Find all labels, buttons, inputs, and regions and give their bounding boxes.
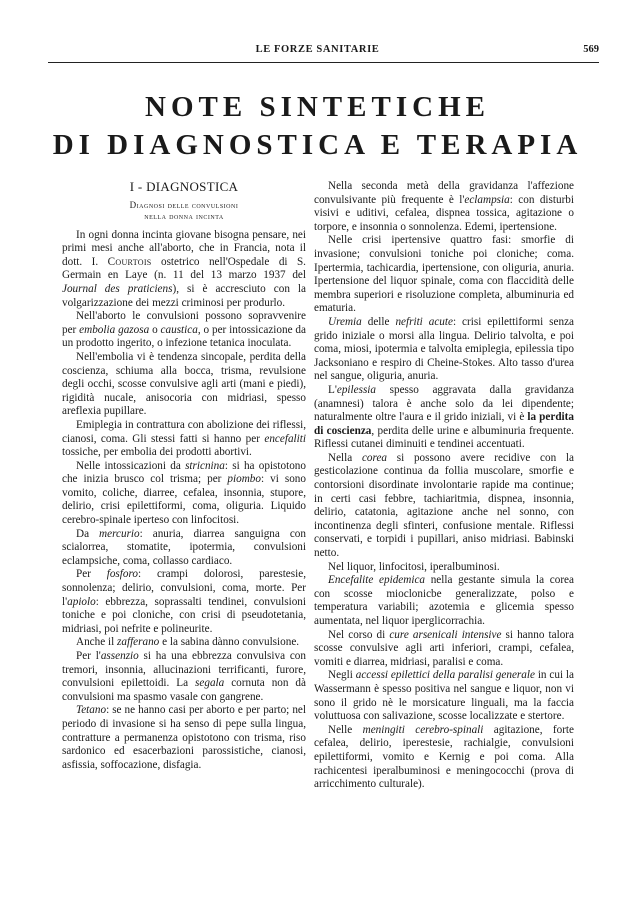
paragraph: Nel liquor, linfocitosi, iperalbuminosi. xyxy=(328,560,500,573)
paragraph: Per l'assenzio si ha una ebbrezza convulsiva con tremori, insonnia, allucinazioni terrificanti, furore, convulsioni epilettoidi. La segala cornuta non dà convulsioni ma spasmo vasale con gangrene. xyxy=(62,650,306,703)
subheading-line-1: Diagnosi delle convulsioni xyxy=(129,199,239,210)
paragraph: L'epilessia spesso aggravata dalla gravidanza (anamnesi) talora è anche solo da lei dipendente; naturalmente oltre l'aura e il grido iniziali, vi è la perdita di coscienza, perdita delle urine e albuminuria frequente. Riflessi cutanei diminuiti e tendinei accentuati. xyxy=(314,383,574,451)
page-number: 569 xyxy=(583,44,599,55)
journal-name: Journal des praticiens xyxy=(62,282,173,295)
author-name: Courtois xyxy=(107,255,152,268)
paragraph: Per fosforo: crampi dolorosi, parestesie, sonnolenza; delirio, convulsioni, coma, morte. Per l'apiolo: ebbrezza, soprassalti tendinei, convulsioni toniche e poi cloniche, con crisi di pseudotetania, midriasi, poi nefrite e polineurite. xyxy=(62,568,306,635)
running-head xyxy=(24,44,611,60)
paragraph: Negli accessi epilettici della paralisi generale in cui la Wassermann è spesso positiva nel sangue e liquor, non vi sono il grido nè le morsicature linguali, ma la faccia voluttuosa con salivazione, scosse localizzate e stertore. xyxy=(314,669,574,723)
subheading-line-2: nella donna incinta xyxy=(144,210,224,221)
paragraph: Encefalite epidemica nella gestante simula la corea con scosse mioclonicbe generalizzate, polso e temperatura variabili; azotemia e glicemia spesso aumentata, nel liquor iperglicorrachia. xyxy=(314,574,574,627)
header-rule xyxy=(48,62,599,63)
paragraph: Nella corea si possono avere recidive con la gesticolazione continua da follia muscolare, smorfie e contorsioni disordinate involontarie rapide ma continue; in certi casi febbre, tachiaritmia, dispnea, insonnia, delirio, catatonia, agitazione anche nel sonno, con incontinenza degli sfinteri, confusione mentale. Riflessi conservati, e torpidi i pupillari, aniso midriasi. Babinski netto. xyxy=(314,451,575,560)
article-title xyxy=(0,88,635,164)
running-title: LE FORZE SANITARIE xyxy=(255,44,380,55)
right-column xyxy=(314,180,574,792)
paragraph: In ogni donna incinta giovane bisogna pensare, nei primi mesi anche all'aborto, che in Francia, nota il dott. I. Courtois ostetrico nell'Ospedale di S. Germain en Laye (n. 11 del 13 marzo 1937 del Journal des praticiens), si è accresciuto con la volgarizzazione dei mezzi criminosi per produrlo. xyxy=(62,228,306,309)
paragraph: Nelle intossicazioni da stricnina: si ha opistotono che inizia brusco col trisma; per piombo: vi sono vomito, coliche, diarree, cefalea, insonnia, stupore, delirio, crisi epilettiformi, coma, oliguria. Liquido cerebro-spinale iperteso con linfocitosi. xyxy=(62,459,306,527)
paragraph: Nelle crisi ipertensive quattro fasi: smorfie di invasione; convulsioni toniche poi cloniche; coma. Ipertermia, tachicardia, ipertensione, con oliguria, anuria. Ipertensione del liquor spinale, coma con flaccidità delle membra superiori e risoluzione completa, albuminuria ed ematuria. xyxy=(314,234,574,315)
title-line-1: NOTE SINTETICHE xyxy=(145,91,490,123)
paragraph: Uremia delle nefriti acute: crisi epilettiformi senza grido iniziale o morsi alla lingua. Delirio talvolta, e poi coma, miosi, ipotermia e talvolta emiplegia, epilessia tipo Jacksoniano e respiro di Cheine-Stokes. Alto tasso d'urea nel sangue, oliguria, anuria. xyxy=(314,315,575,383)
paragraph: Nelle meningiti cerebro-spinali agitazione, forte cefalea, delirio, iperestesie, rachialgie, convulsioni epilettiformi, vomito e Kernig e poi coma. Alla rachicentesi iperalbuminosi e meningococchi (prova di arricchimento culturale). xyxy=(314,723,575,791)
paragraph: Da mercurio: anuria, diarrea sanguigna con scialorrea, stomatite, ipotermia, convulsioni eclampsiche, coma, collasso cardiaco. xyxy=(62,527,306,567)
paragraph: Tetano: se ne hanno casi per aborto e per parto; nel periodo di invasione si ha senso di pepe sulla lingua, contratture a permanenza opistotono con trisma, riso sardonico ed esacerbazioni parossistiche, cianosi, asfissia, soffocazione, disfagia. xyxy=(62,704,306,771)
paragraph: Nel corso di cure arsenicali intensive si hanno talora scosse convulsive agli arti inferiori, crampi, cefalea, vomiti e diarrea, midriasi, paralisi e coma. xyxy=(314,628,574,668)
paragraph: Anche il zafferano e la sabina dànno convulsione. xyxy=(76,636,300,649)
paragraph: Nell'aborto le convulsioni possono sopravvenire per embolia gazosa o caustica, o per intossicazione da un prodotto ingerito, o infezione tetanica inoculata. xyxy=(62,310,306,350)
paragraph: Nella seconda metà della gravidanza l'affezione convulsivante più frequente è l'eclampsia: con disturbi visivi e uditivi, cefalea, dispnea tossica, agitazione o torpore, e insonnia o sonnolenza. Edemi, ipertensione. xyxy=(314,180,574,233)
title-line-2: DI DIAGNOSTICA E TERAPIA xyxy=(52,129,583,161)
paragraph: Emiplegia in contrattura con abolizione dei riflessi, cianosi, coma. Gli stessi fatti si hanno per encefaliti tossiche, per embolia dei prodotti abortivi. xyxy=(62,418,306,459)
section-heading: I - DIAGNOSTICA xyxy=(129,179,239,194)
left-column xyxy=(62,180,306,772)
paragraph: Nell'embolia vi è tendenza sincopale, perdita della coscienza, schiuma alla bocca, trisma, revulsione degli occhi, scosse convulsive agli arti (mani e piedi), rigidità nucale, anisocoria con midriasi, spesso areflexia pupillare. xyxy=(62,350,306,418)
subheading xyxy=(62,200,306,222)
